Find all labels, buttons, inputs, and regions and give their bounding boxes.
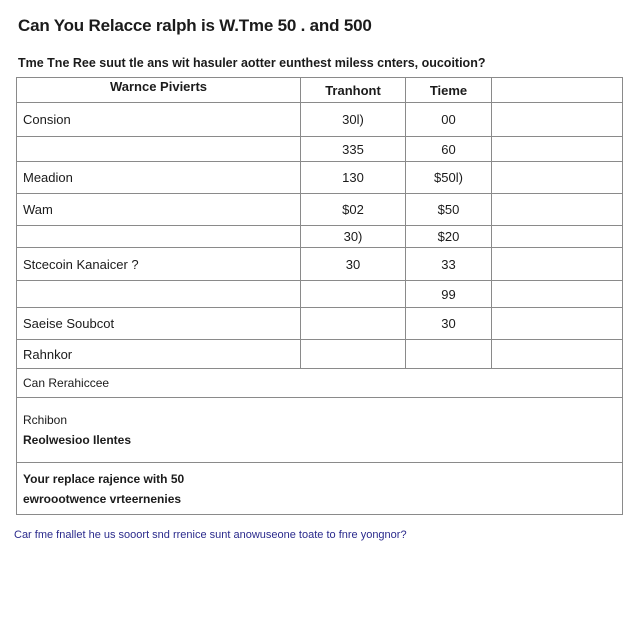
row-value: 30) — [301, 226, 406, 248]
row-value: 30 — [406, 308, 492, 340]
table-header-row — [17, 78, 623, 103]
table-row — [17, 137, 623, 162]
row-label: Meadion — [17, 162, 301, 194]
empty-cell — [492, 137, 623, 162]
row-value: $20 — [406, 226, 492, 248]
row-value — [301, 281, 406, 308]
wide-row-line: Rchibon — [23, 413, 68, 427]
empty-cell — [492, 281, 623, 308]
wide-row-line: Your replace rajence with 50 — [23, 471, 185, 486]
row-label — [17, 226, 301, 248]
empty-cell — [492, 248, 623, 281]
empty-cell — [492, 103, 623, 137]
row-value: $50 — [406, 194, 492, 226]
wide-row-subline: Reolwesioo Ilentes — [23, 433, 132, 447]
table-row — [17, 103, 623, 137]
table-wide-row — [17, 398, 623, 463]
table-row — [17, 194, 623, 226]
table-row — [17, 281, 623, 308]
row-label — [17, 281, 301, 308]
row-value: 99 — [406, 281, 492, 308]
table-row — [17, 248, 623, 281]
wide-row-cell — [17, 463, 623, 515]
row-value: 33 — [406, 248, 492, 281]
table-row — [17, 162, 623, 194]
empty-cell — [492, 340, 623, 369]
row-value: 335 — [301, 137, 406, 162]
table-row — [17, 308, 623, 340]
row-label — [17, 137, 301, 162]
row-value — [301, 308, 406, 340]
row-value: $50l) — [406, 162, 492, 194]
row-label: Wam — [17, 194, 301, 226]
empty-cell — [492, 194, 623, 226]
question-text: Tme Tne Ree suut tle ans wit hasuler aotter eunthest miless cnters, oucoition? — [18, 56, 486, 70]
wide-row-text: Can Rerahiccee — [17, 369, 623, 398]
row-value: $02 — [301, 194, 406, 226]
wide-row-cell — [17, 398, 623, 463]
row-value: 130 — [301, 162, 406, 194]
row-label: Rahnkor — [17, 340, 301, 369]
row-value — [301, 340, 406, 369]
empty-cell — [492, 308, 623, 340]
page-title: Can You Relacce ralph is W.Tme 50 . and 500 — [18, 16, 372, 35]
footer-note: Car fme fnallet he us sooort snd rrenice sunt anowuseone toate to fnre yongnor? — [14, 529, 407, 541]
empty-cell — [492, 162, 623, 194]
row-label: Consion — [17, 103, 301, 137]
row-value: 30 — [301, 248, 406, 281]
row-value: 60 — [406, 137, 492, 162]
table-row — [17, 340, 623, 369]
row-value — [406, 340, 492, 369]
table-wide-row — [17, 369, 623, 398]
column-header — [492, 78, 623, 103]
wide-row-subline: ewroootwence vrteernenies — [23, 491, 182, 506]
column-header: Tranhont — [301, 78, 406, 103]
row-value: 30l) — [301, 103, 406, 137]
table-wide-row — [17, 463, 623, 515]
header-left-label: Warnce Pivierts — [17, 78, 301, 103]
row-value: 00 — [406, 103, 492, 137]
row-label: Stcecoin Kanaicer ? — [17, 248, 301, 281]
empty-cell — [492, 226, 623, 248]
data-table — [16, 77, 623, 515]
table-row — [17, 226, 623, 248]
row-label: Saeise Soubcot — [17, 308, 301, 340]
column-header: Tieme — [406, 78, 492, 103]
